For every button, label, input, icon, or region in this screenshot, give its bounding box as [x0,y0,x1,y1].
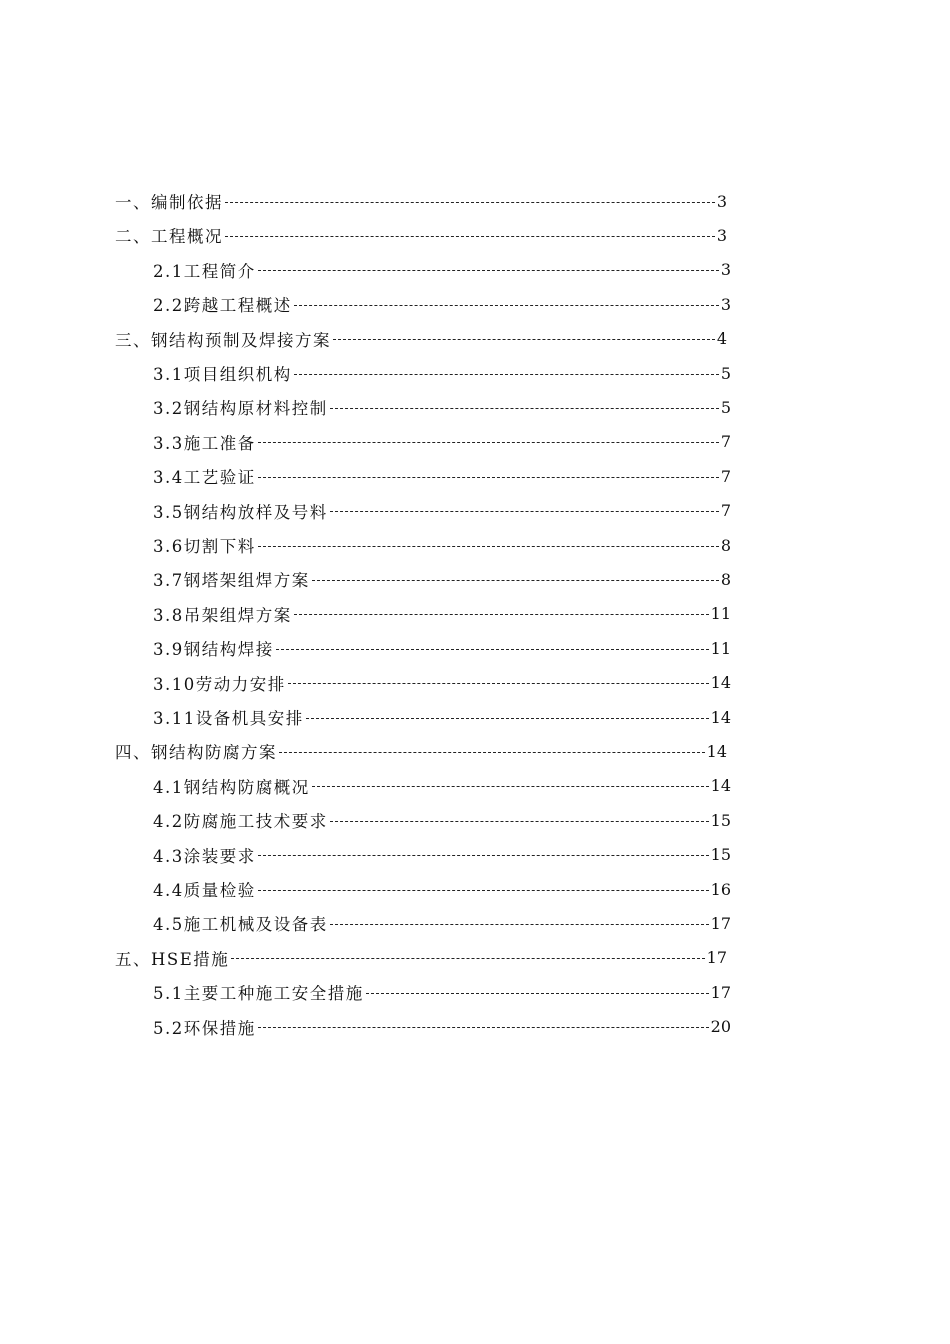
toc-entry[interactable] [153,425,731,459]
toc-entry-page-number: 7 [720,466,731,486]
toc-entry[interactable] [115,218,727,252]
toc-dot-leader [366,993,709,994]
toc-entry-title: 4.2防腐施工技术要求 [153,812,328,832]
toc-entry[interactable] [153,562,731,596]
toc-entry-title: 3.10劳动力安排 [153,674,286,694]
toc-entry-title: 3.7钢塔架组焊方案 [153,571,310,591]
toc-entry[interactable] [153,253,731,287]
toc-dot-leader [294,374,719,375]
toc-entry[interactable] [153,838,731,872]
toc-dot-leader [276,649,709,650]
toc-dot-leader [288,683,709,684]
toc-entry[interactable] [153,459,731,493]
toc-entry-title: 3.4工艺验证 [153,468,256,488]
toc-entry-title: 3.2钢结构原材料控制 [153,399,328,419]
toc-entry-title: 3.3施工准备 [153,433,256,453]
toc-entry-title: 3.1项目组织机构 [153,365,292,384]
toc-entry[interactable] [153,287,731,321]
toc-entry[interactable] [115,184,727,218]
toc-dot-leader [279,752,705,753]
toc-entry-page-number: 17 [710,913,731,933]
toc-dot-leader [330,511,719,512]
toc-dot-leader [330,821,709,822]
toc-entry[interactable] [153,872,731,906]
toc-entry-title: 一、编制依据 [115,193,223,212]
toc-entry-title: 4.1钢结构防腐概况 [153,777,310,797]
toc-entry-page-number: 14 [710,776,731,796]
toc-dot-leader [258,477,719,478]
toc-entry-page-number: 3 [720,294,731,314]
toc-dot-leader [294,614,709,615]
toc-entry-title: 3.8吊架组焊方案 [153,605,292,625]
toc-dot-leader [306,718,709,719]
toc-entry[interactable] [115,322,727,356]
toc-entry[interactable] [153,769,731,803]
toc-entry-title: 3.11设备机具安排 [153,709,304,728]
toc-entry-title: 2.2跨越工程概述 [153,296,292,316]
toc-entry-page-number: 5 [720,363,731,383]
toc-entry[interactable] [153,597,731,631]
toc-entry[interactable] [153,631,731,665]
toc-dot-leader [330,408,719,409]
toc-entry-page-number: 3 [720,260,731,280]
toc-dot-leader [231,958,704,959]
toc-entry-page-number: 20 [710,1017,731,1037]
toc-entry[interactable] [153,528,731,562]
toc-dot-leader [258,442,719,443]
toc-entry-title: 4.5施工机械及设备表 [153,915,328,935]
toc-dot-leader [258,270,719,271]
toc-dot-leader [312,786,709,787]
toc-entry[interactable] [115,941,727,975]
toc-entry-page-number: 3 [716,191,727,211]
toc-entry-page-number: 11 [710,638,731,658]
toc-entry-page-number: 8 [720,535,731,555]
toc-dot-leader [258,546,719,547]
toc-entry-page-number: 15 [710,810,731,830]
toc-entry-title: 2.1工程简介 [153,261,256,281]
toc-entry-page-number: 7 [720,501,731,521]
toc-entry-title: 3.5钢结构放样及号料 [153,502,328,522]
toc-entry-page-number: 3 [716,225,727,245]
toc-dot-leader [258,890,709,891]
toc-dot-leader [225,236,715,237]
toc-entry-page-number: 14 [710,673,731,693]
toc-entry[interactable] [153,803,731,837]
toc-entry[interactable] [153,356,731,390]
toc-entry-title: 5.1主要工种施工安全措施 [153,984,364,1004]
toc-entry-title: 四、钢结构防腐方案 [115,743,277,763]
toc-entry-page-number: 11 [710,604,731,624]
toc-entry[interactable] [153,700,731,734]
toc-entry[interactable] [153,1010,731,1044]
toc-dot-leader [225,202,715,203]
toc-entry-page-number: 5 [720,397,731,417]
toc-entry[interactable] [153,494,731,528]
toc-entry-page-number: 16 [710,879,731,899]
toc-dot-leader [258,1027,709,1028]
toc-entry-page-number: 14 [710,707,731,727]
toc-entry[interactable] [153,666,731,700]
toc-entry-title: 五、HSE措施 [115,949,230,969]
toc-dot-leader [333,339,715,340]
toc-entry-page-number: 8 [720,569,731,589]
toc-entry-title: 4.3涂装要求 [153,846,256,866]
toc-entry-page-number: 17 [706,948,727,968]
toc-entry-title: 5.2环保措施 [153,1018,256,1038]
toc-entry-page-number: 4 [716,329,727,349]
toc-entry-page-number: 15 [710,845,731,865]
toc-entry-title: 3.6切割下料 [153,537,256,556]
toc-entry-page-number: 14 [706,741,727,761]
toc-entry[interactable] [115,734,727,768]
toc-entry-title: 二、工程概况 [115,227,223,247]
toc-entry-title: 三、钢结构预制及焊接方案 [115,330,331,350]
toc-entry-title: 3.9钢结构焊接 [153,640,274,660]
toc-entry[interactable] [153,906,731,940]
toc-dot-leader [312,580,719,581]
toc-dot-leader [294,305,719,306]
toc-entry-page-number: 7 [720,432,731,452]
toc-entry-page-number: 17 [710,982,731,1002]
toc-dot-leader [330,924,709,925]
toc-dot-leader [258,855,709,856]
toc-entry[interactable] [153,975,731,1009]
toc-entry-title: 4.4质量检验 [153,881,256,900]
toc-entry[interactable] [153,390,731,424]
